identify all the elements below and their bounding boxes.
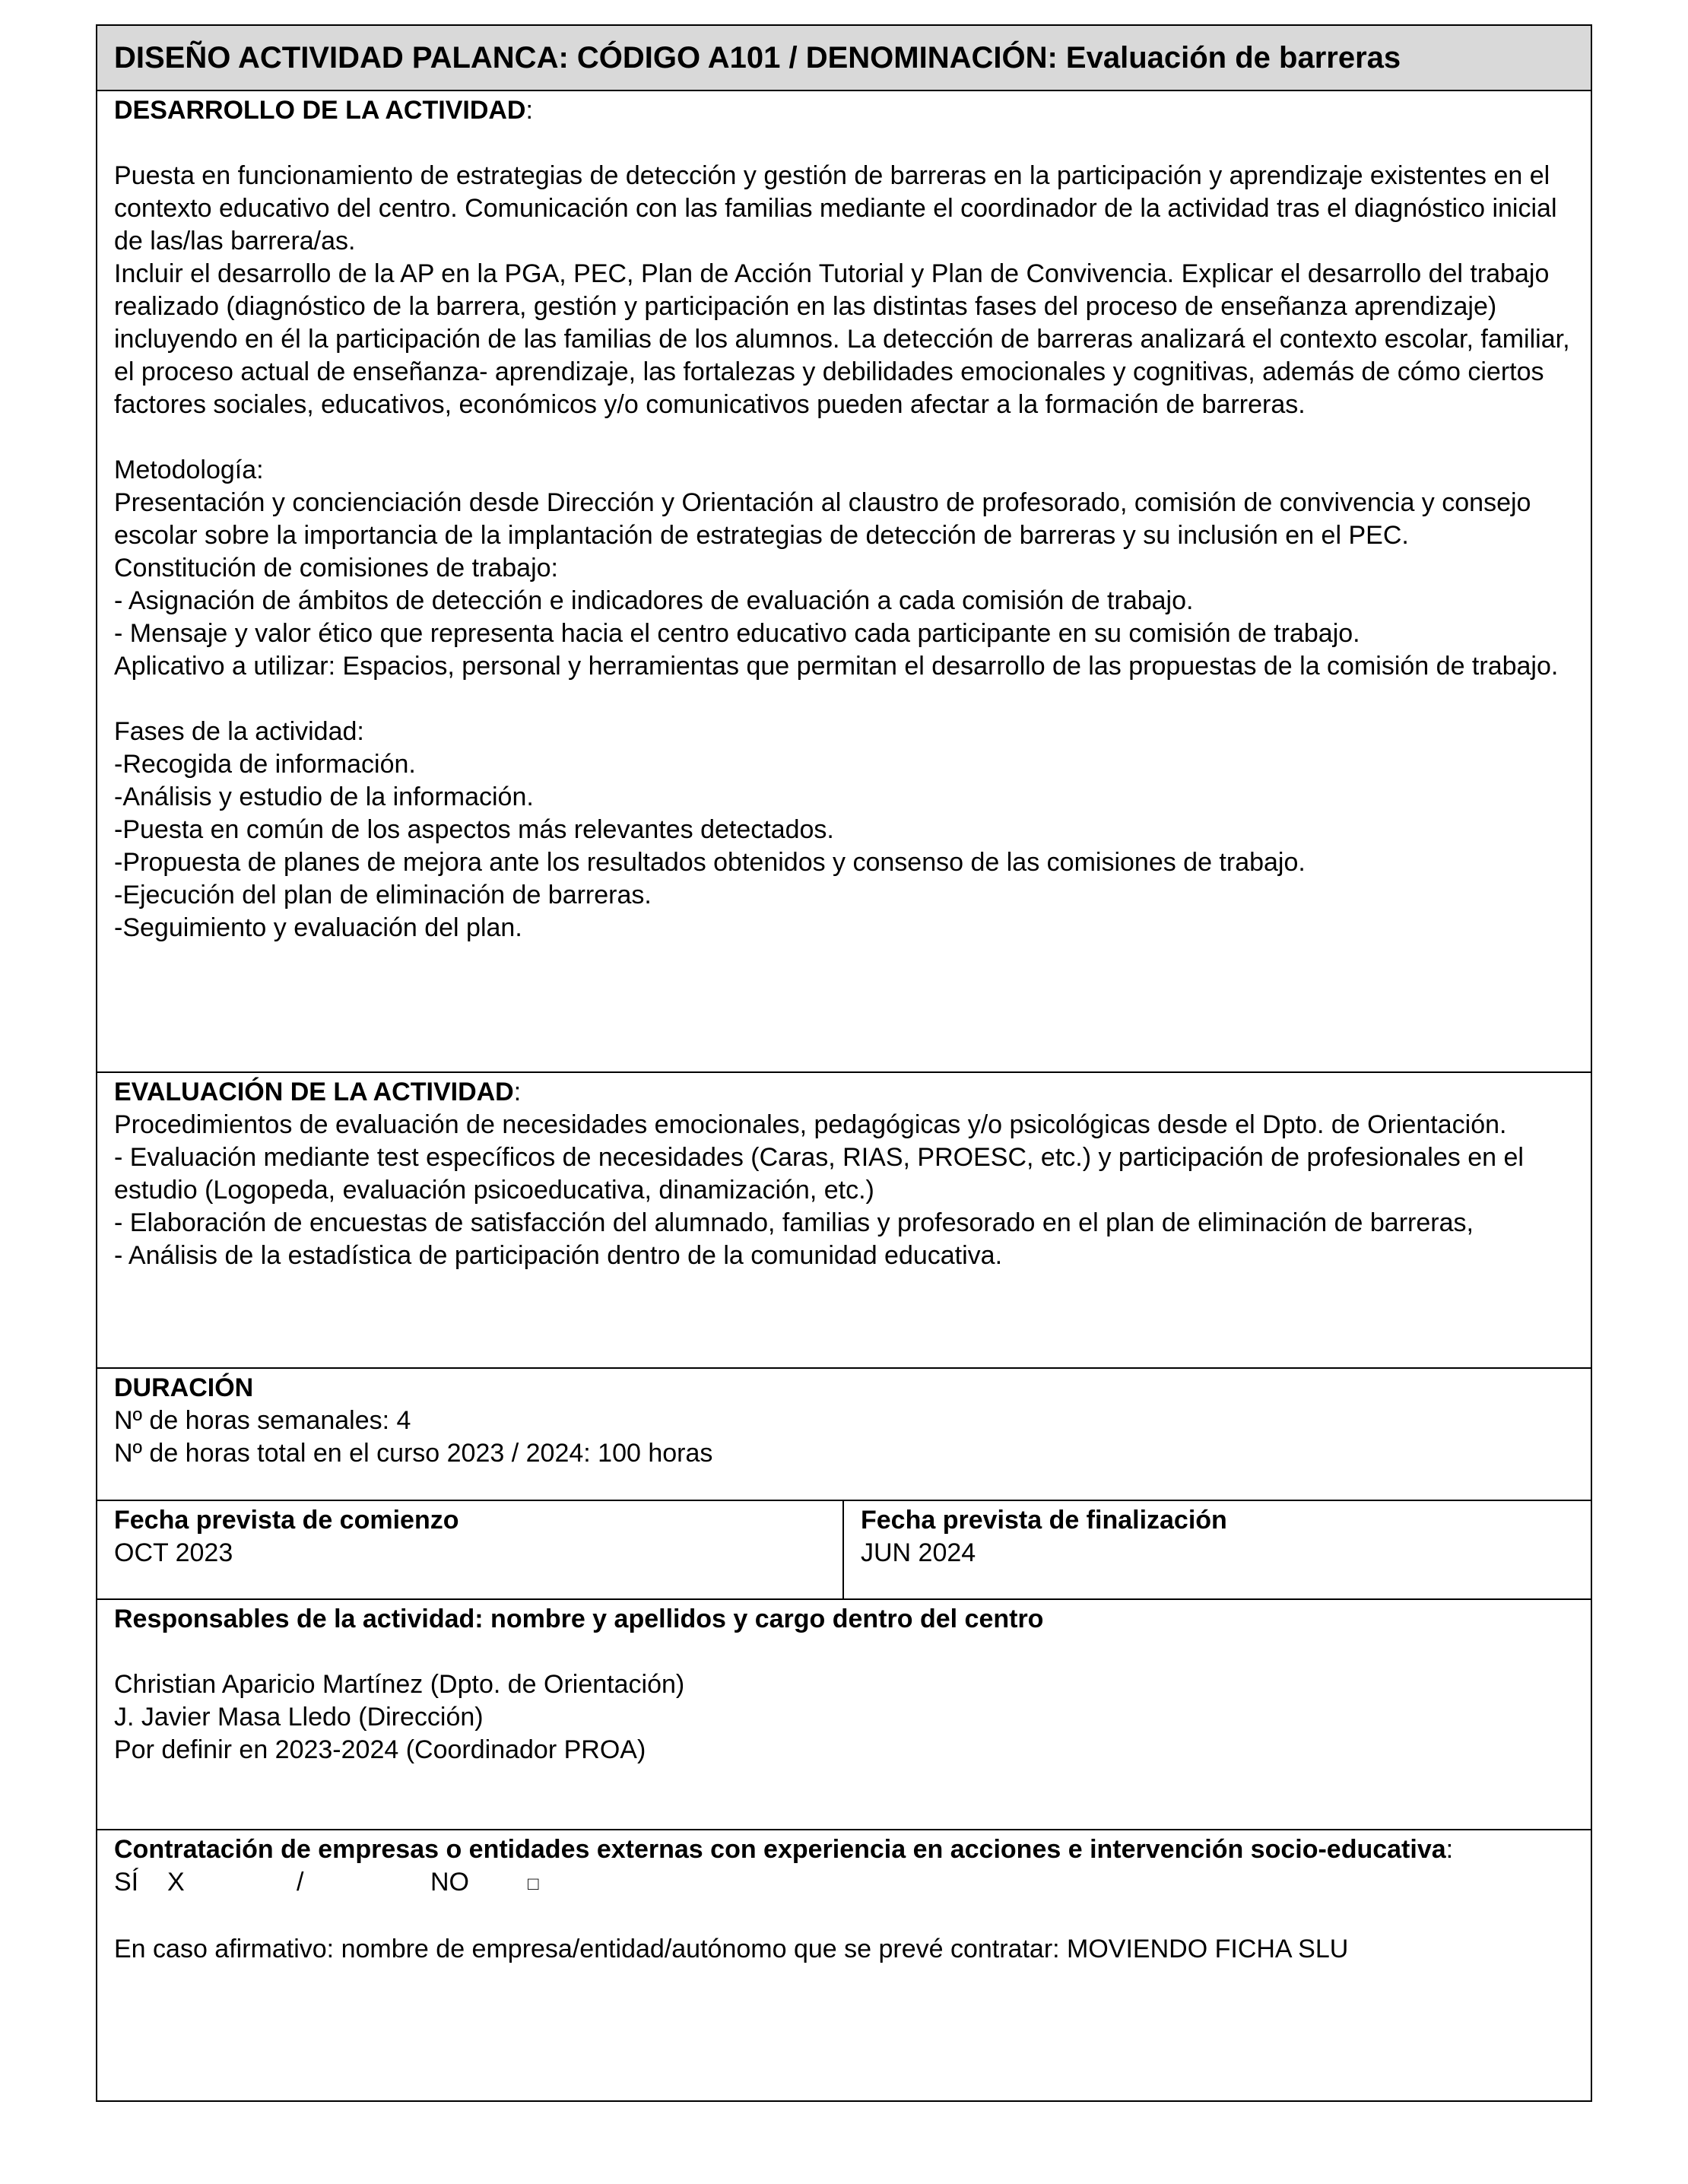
fase-item: -Ejecución del plan de eliminación de barreras.	[114, 881, 652, 909]
fecha-fin-value: JUN 2024	[861, 1538, 976, 1567]
evaluacion-line: - Análisis de la estadística de participación dentro de la comunidad educativa.	[114, 1241, 1003, 1270]
activity-design-table	[96, 24, 1592, 2102]
fecha-comienzo-value: OCT 2023	[114, 1538, 233, 1567]
no-checkbox-icon: □	[528, 1873, 539, 1894]
empresa-afirmativo: En caso afirmativo: nombre de empresa/entidad/autónomo que se prevé contratar: MOVIENDO FICHA SLU	[114, 1934, 1349, 1963]
contratacion-section	[97, 1830, 1591, 2100]
evaluacion-line: Procedimientos de evaluación de necesidades emocionales, pedagógicas y/o psicológicas desde el Dpto. de Orientación.	[114, 1110, 1507, 1139]
si-mark: X	[167, 1868, 185, 1897]
document-title: DISEÑO ACTIVIDAD PALANCA: CÓDIGO A101 / DENOMINACIÓN: Evaluación de barreras	[114, 40, 1401, 75]
fase-item: -Propuesta de planes de mejora ante los resultados obtenidos y consenso de las comisiones de trabajo.	[114, 848, 1306, 877]
horas-total: Nº de horas total en el curso 2023 / 2024: 100 horas	[114, 1439, 713, 1468]
responsable-item: Por definir en 2023-2024 (Coordinador PROA)	[114, 1735, 646, 1764]
duracion-section	[97, 1369, 1591, 1501]
fecha-fin-label: Fecha prevista de finalización	[861, 1506, 1227, 1535]
document-title-row	[97, 26, 1591, 91]
metodologia-label: Metodología:	[114, 456, 264, 484]
desarrollo-section	[97, 91, 1591, 1073]
evaluacion-section	[97, 1073, 1591, 1369]
comisiones-item: - Mensaje y valor ético que representa hacia el centro educativo cada participante en su comisión de trabajo.	[114, 619, 1360, 648]
fecha-comienzo-label: Fecha prevista de comienzo	[114, 1506, 459, 1535]
no-label: NO	[430, 1868, 469, 1897]
desarrollo-paragraph-2: Incluir el desarrollo de la AP en la PGA, PEC, Plan de Acción Tutorial y Plan de Convivencia. Explicar el desarrollo del trabajo realizado (diagnóstico de la barrera, gestión y participación en las distintas fases del proceso de enseñanza aprendizaje) incluyendo en él la participación de las familias de los alumnos. La detección de barreras analizará el contexto escolar, familiar, el proceso actual de enseñanza- aprendizaje, las fortalezas y debilidades emocionales y cognitivas, además de cómo ciertos factores sociales, educativos, económicos y/o comunicativos pueden afectar a la formación de barreras.	[114, 259, 1570, 419]
fases-label: Fases de la actividad:	[114, 717, 364, 746]
responsables-section	[97, 1600, 1591, 1830]
fecha-fin-cell	[844, 1501, 1591, 1598]
responsable-item: Christian Aparicio Martínez (Dpto. de Orientación)	[114, 1670, 685, 1699]
fecha-comienzo-cell	[97, 1501, 844, 1598]
metodologia-text: Presentación y concienciación desde Dirección y Orientación al claustro de profesorado, comisión de convivencia y consejo escolar sobre la importancia de la implantación de estrategias de detección de barreras y su inclusión en el PEC.	[114, 488, 1531, 550]
evaluacion-heading: EVALUACIÓN DE LA ACTIVIDAD	[114, 1078, 514, 1106]
fechas-section	[97, 1501, 1591, 1600]
fase-item: -Seguimiento y evaluación del plan.	[114, 913, 522, 942]
contratacion-heading: Contratación de empresas o entidades externas con experiencia en acciones e intervención socio-educativa	[114, 1835, 1446, 1864]
contratacion-heading-colon: :	[1445, 1835, 1454, 1864]
fase-item: -Análisis y estudio de la información.	[114, 782, 534, 811]
evaluacion-line: - Elaboración de encuestas de satisfacción del alumnado, familias y profesorado en el plan de eliminación de barreras,	[114, 1208, 1474, 1237]
responsables-heading: Responsables de la actividad: nombre y apellidos y cargo dentro del centro	[114, 1605, 1044, 1633]
aplicativo-text: Aplicativo a utilizar: Espacios, personal y herramientas que permitan el desarrollo de las propuestas de la comisión de trabajo.	[114, 652, 1559, 681]
si-no-line	[114, 1866, 1574, 1900]
comisiones-item: - Asignación de ámbitos de detección e indicadores de evaluación a cada comisión de trabajo.	[114, 586, 1194, 615]
si-label: SÍ	[114, 1868, 139, 1897]
fase-item: -Recogida de información.	[114, 750, 416, 779]
comisiones-label: Constitución de comisiones de trabajo:	[114, 554, 558, 583]
desarrollo-heading-colon: :	[525, 96, 533, 125]
fase-item: -Puesta en común de los aspectos más relevantes detectados.	[114, 815, 834, 844]
evaluacion-line: - Evaluación mediante test específicos de necesidades (Caras, RIAS, PROESC, etc.) y participación de profesionales en el estudio (Logopeda, evaluación psicoeducativa, dinamización, etc.)	[114, 1143, 1524, 1205]
si-no-separator: /	[297, 1868, 304, 1897]
duracion-heading: DURACIÓN	[114, 1373, 254, 1402]
horas-semanales: Nº de horas semanales: 4	[114, 1406, 411, 1435]
desarrollo-paragraph-1: Puesta en funcionamiento de estrategias de detección y gestión de barreras en la participación y aprendizaje existentes en el contexto educativo del centro. Comunicación con las familias mediante el coordinador de la actividad tras el diagnóstico inicial de las/las barrera/as.	[114, 161, 1557, 256]
responsable-item: J. Javier Masa Lledo (Dirección)	[114, 1703, 484, 1732]
evaluacion-heading-colon: :	[513, 1078, 522, 1106]
desarrollo-heading: DESARROLLO DE LA ACTIVIDAD	[114, 96, 526, 125]
